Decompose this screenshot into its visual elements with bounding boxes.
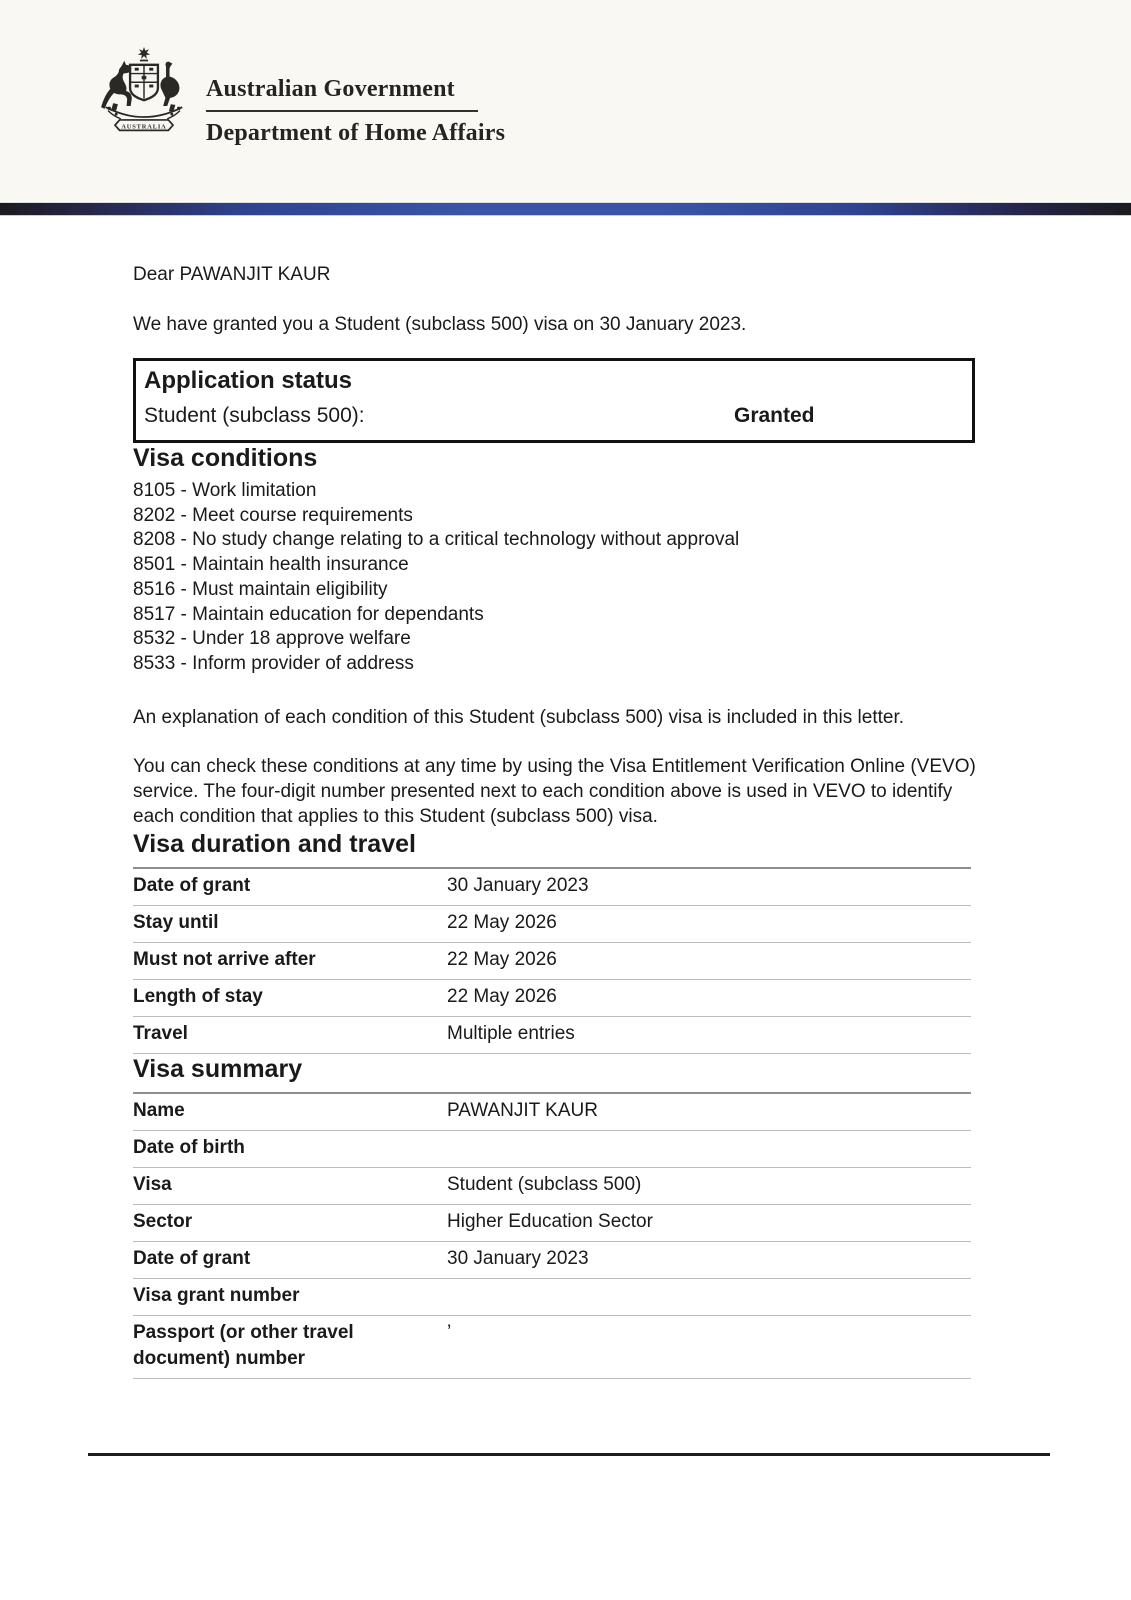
row-value: PAWANJIT KAUR <box>447 1099 598 1121</box>
agency-divider-line <box>206 110 478 112</box>
letter-body <box>0 216 1010 1379</box>
row-label: Sector <box>133 1210 193 1232</box>
row-value: Higher Education Sector <box>447 1210 653 1232</box>
visa-condition-item: 8517 - Maintain education for dependants <box>133 603 484 625</box>
row-label: Visa grant number <box>133 1284 300 1306</box>
visa-conditions-title: Visa conditions <box>133 444 318 472</box>
table-row <box>133 1205 971 1242</box>
row-label: Must not arrive after <box>133 948 316 970</box>
table-row <box>133 1168 971 1205</box>
row-value: 22 May 2026 <box>447 985 557 1007</box>
vevo-note: You can check these conditions at any time by using the Visa Entitlement Verification Online (VEVO) service. The four-digit number presented next to each condition above is used in VEVO to identify each condition that applies to this Student (subclass 500) visa. <box>133 755 976 827</box>
visa-condition-item: 8105 - Work limitation <box>133 480 317 501</box>
visa-duration-table <box>133 867 971 1054</box>
visa-condition-item: 8516 - Must maintain eligibility <box>133 578 388 600</box>
row-label: Name <box>133 1099 185 1121</box>
visa-conditions-list <box>133 479 1010 677</box>
row-value: 30 January 2023 <box>447 874 589 896</box>
table-row <box>133 869 971 906</box>
row-label: Passport (or other travel document) number <box>133 1321 354 1369</box>
row-value <box>447 1135 971 1161</box>
salutation: Dear PAWANJIT KAUR <box>133 264 331 285</box>
application-status-visa-label: Student (subclass 500): <box>144 404 365 427</box>
agency-name-block <box>206 76 505 147</box>
visa-summary-table <box>133 1092 971 1379</box>
table-row <box>133 1242 971 1279</box>
row-value: 30 January 2023 <box>447 1247 589 1269</box>
row-label: Date of grant <box>133 874 251 896</box>
visa-condition-item: 8501 - Maintain health insurance <box>133 554 409 576</box>
table-row <box>133 1279 971 1316</box>
application-status-box <box>133 358 975 443</box>
table-row <box>133 906 971 943</box>
row-value: Multiple entries <box>447 1022 575 1044</box>
application-status-title: Application status <box>144 367 353 394</box>
row-label: Date of grant <box>133 1247 251 1269</box>
row-label: Date of birth <box>133 1136 245 1158</box>
grant-intro-line: We have granted you a Student (subclass 500) visa on 30 January 2023. <box>133 314 747 335</box>
row-label: Travel <box>133 1022 188 1044</box>
visa-condition-item: 8533 - Inform provider of address <box>133 652 414 674</box>
footer-rule-line <box>88 1453 1050 1456</box>
row-label: Visa <box>133 1173 172 1195</box>
row-value: Student (subclass 500) <box>447 1173 642 1195</box>
row-label: Stay until <box>133 911 219 933</box>
row-value: ’ <box>447 1321 452 1343</box>
agency-department-title: Department of Home Affairs <box>206 120 506 146</box>
table-row <box>133 980 971 1017</box>
table-row <box>133 1131 971 1168</box>
row-label: Length of stay <box>133 985 263 1007</box>
visa-condition-item: 8208 - No study change relating to a critical technology without approval <box>133 529 740 551</box>
row-value <box>447 1283 971 1309</box>
row-value: 22 May 2026 <box>447 911 557 933</box>
application-status-value: Granted <box>734 404 815 427</box>
agency-government-title: Australian Government <box>206 76 455 102</box>
visa-duration-title: Visa duration and travel <box>133 829 416 858</box>
australian-coat-of-arms-icon <box>86 44 202 146</box>
conditions-explanation: An explanation of each condition of this Student (subclass 500) visa is included in this letter. <box>133 706 905 728</box>
application-status-row <box>144 403 964 429</box>
visa-condition-item: 8532 - Under 18 approve welfare <box>133 628 411 650</box>
visa-summary-title: Visa summary <box>133 1054 303 1083</box>
letterhead <box>0 0 1131 201</box>
svg-text:AUSTRALIA: AUSTRALIA <box>121 123 167 131</box>
table-row <box>133 1094 971 1131</box>
row-value: 22 May 2026 <box>447 948 557 970</box>
table-row <box>133 1017 971 1054</box>
visa-condition-item: 8202 - Meet course requirements <box>133 504 413 526</box>
header-gradient-bar <box>0 202 1131 216</box>
table-row <box>133 943 971 980</box>
table-row <box>133 1316 971 1379</box>
